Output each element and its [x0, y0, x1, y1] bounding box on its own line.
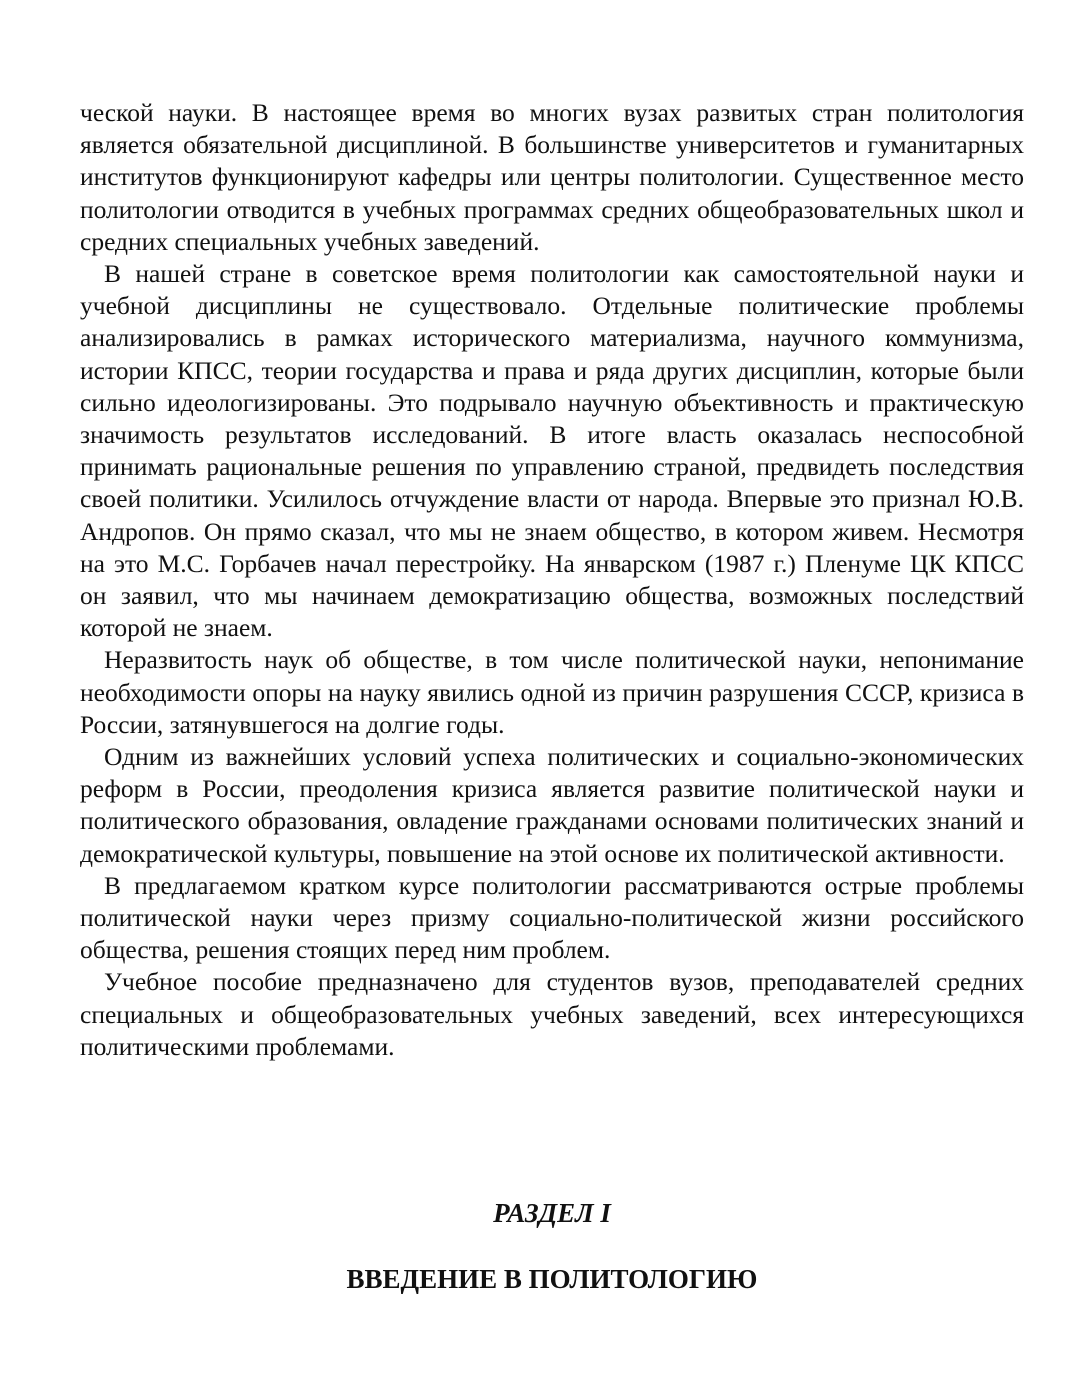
section-label: РАЗДЕЛ I: [493, 1198, 611, 1228]
paragraph-soviet-era: В нашей стране в советское время политологии как самостоятельной науки и учебной дисциплины не существовало. Отдельные политические проблемы анализировались в рамках исторического материализма, научного коммунизма, истории КПСС, теории государства и права и ряда других дисциплин, которые были сильно идеологизированы. Это подрывало научную объективность и практическую значимость результатов исследований. В итоге власть оказалась неспособной принимать рациональные решения по управлению страной, предвидеть последствия своей политики. Усилилось отчуждение власти от народа. Впервые это признал Ю.В. Андропов. Он прямо сказал, что мы не знаем общество, в котором живем. Несмотря на это М.С. Горбачев начал перестройку. На январском (1987 г.) Пленуме ЦК КПСС он заявил, что мы начинаем демократизацию общества, возможных последствий которой не знаем.: [80, 259, 1024, 643]
paragraph-underdevelopment: Неразвитость наук об обществе, в том числе политической науки, непонимание необходимости опоры на науку явились одной из причин разрушения СССР, кризиса в России, затянувшегося на долгие годы.: [80, 645, 1024, 739]
paragraph-reforms: Одним из важнейших условий успеха политических и социально-экономических реформ в России, преодоления кризиса является развитие политической науки и политического образования, овладение гражданами основами политических знаний и демократической культуры, повышение на этой основе их политической активности.: [80, 742, 1024, 868]
page-body: [80, 97, 1024, 1063]
paragraph-continuation: ческой науки. В настоящее время во многих вузах развитых стран политология является обязательной дисциплиной. В большинстве университетов и гуманитарных институтов функционируют кафедры или центры политологии. Существенное место политологии отводится в учебных программах средних общеобразовательных школ и средних специальных учебных заведений.: [80, 98, 1024, 256]
paragraph-audience: Учебное пособие предназначено для студентов вузов, преподавателей средних специальных и общеобразовательных учебных заведений, всех интересующихся политическими проблемами.: [80, 967, 1024, 1061]
paragraph-course: В предлагаемом кратком курсе политологии рассматриваются острые проблемы политической науки через призму социально-политической жизни российского общества, решения стоящих перед ним проблем.: [80, 870, 1024, 965]
section-title: ВВЕДЕНИЕ В ПОЛИТОЛОГИЮ: [346, 1264, 758, 1294]
